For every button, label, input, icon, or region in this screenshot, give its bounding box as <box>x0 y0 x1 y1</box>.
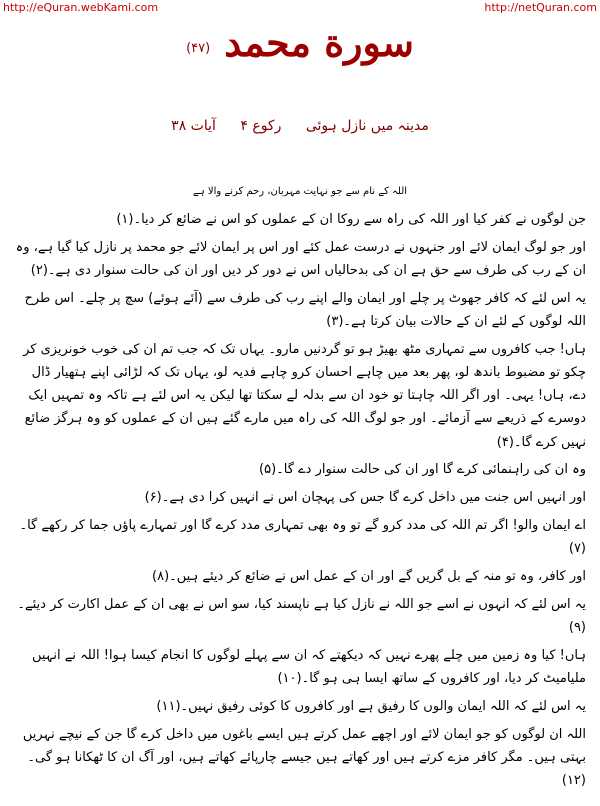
surah-title-block <box>0 16 600 68</box>
ruku-count: رکوع ۴ <box>240 118 282 134</box>
verse: یہ اس لئے کہ اللہ ایمان والوں کا رفیق ہے اور کافروں کا کوئی رفیق نہیں۔(۱۱) <box>156 698 586 714</box>
surah-title: سورة محمد <box>224 19 414 65</box>
verse: یہ اس لئے کہ انہوں نے اسے جو اللہ نے نازل کیا ہے ناپسند کیا، سو اس نے بھی ان کے عمل اکارت کر دیئے۔(۹) <box>17 596 586 635</box>
verse: یہ اس لئے کہ کافر جھوٹ پر چلے اور ایمان والے اپنے رب کی طرف سے (آئے ہوئے) سچ پر چلے۔ اس طرح اللہ لوگوں کے لئے ان کے حالات بیان کرتا ہے۔(۳) <box>24 290 586 329</box>
verse-list <box>14 208 586 797</box>
verse: اور جو لوگ ایمان لائے اور جنہوں نے درست عمل کئے اور اس پر ایمان لائے جو محمد پر نازل کیا گیا ہے، وہ ان کے رب کی طرف سے حق ہے ان کی بدحالیاں اس نے دور کر دیں اور ان کی حالت سنوار دی ہے۔(۲) <box>15 239 586 278</box>
verse: اور انہیں اس جنت میں داخل کرے گا جس کی پہچان اس نے انہیں کرا دی ہے۔(۶) <box>144 490 586 506</box>
equran-link[interactable]: http://eQuran.webKami.com <box>3 1 159 14</box>
ayat-count: آیات ۳۸ <box>171 118 216 134</box>
verse: جن لوگوں نے کفر کیا اور اللہ کی راہ سے روکا ان کے عملوں کو اس نے ضائع کر دیا۔(۱) <box>116 212 586 227</box>
verse: وہ ان کی راہنمائی کرے گا اور ان کی حالت سنوار دے گا۔(۵) <box>259 462 586 478</box>
netquran-link[interactable]: http://netQuran.com <box>484 1 597 14</box>
verse: اور کافر، وہ تو منہ کے بل گریں گے اور ان کے عمل اس نے ضائع کر دیئے ہیں۔(۸) <box>152 569 586 584</box>
verse: اے ایمان والو! اگر تم اللہ کی مدد کرو گے تو وہ بھی تمہاری مدد کرے گا اور تمہارے پاؤں جما کر رکھے گا۔(۷) <box>19 518 586 557</box>
bismillah: اللہ کے نام سے جو نہایت مہربان، رحم کرنے والا ہے <box>192 186 408 197</box>
surah-number: (۴۷) <box>186 40 211 56</box>
surah-info <box>0 118 600 134</box>
verse: اللہ ان لوگوں کو جو ایمان لائے اور اچھے عمل کرتے ہیں ایسے باغوں میں داخل کرے گا جن کے نیچے نہریں بہتی ہیں۔ مگر کافر مزے کرتے ہیں اور کھاتے ہیں جیسے چارپائے کھاتے ہیں، اور آگ ان کا ٹھکانا ہو گی۔(۱۲) <box>22 726 586 788</box>
verse: ہاں! کیا وہ زمین میں چلے پھرے نہیں کہ دیکھتے کہ ان سے پہلے لوگوں کا انجام کیسا ہوا! اللہ نے انہیں ملیامیٹ کر دیا، اور کافروں کے ساتھ ایسا ہی ہو گا۔(۱۰) <box>31 647 586 686</box>
verse: ہاں! جب کافروں سے تمہاری مٹھ بھیڑ ہو تو گردنیں مارو۔ یہاں تک کہ جب تم ان کی خوب خونریزی کر چکو تو مضبوط باندھ لو، پھر بعد میں چاہے احسان کرو چاہے فدیہ لو، یہاں تک کہ لڑائی اپنے ہتھیار ڈال دے، ہاں! یہی۔ اور اگر اللہ چاہتا تو خود ان سے بدلہ لے سکتا تھا لیکن یہ اس لئے ہے تاکہ وہ تمہیں ایک دوسرے کے ذریعے سے آزمائے۔ اور جو لوگ اللہ کی راہ میں مارے گئے ہیں ان کے عملوں کو وہ ہرگز ضائع نہیں کرے گا۔(۴) <box>23 341 586 450</box>
revelation-place: مدینہ میں نازل ہوئی <box>305 118 429 134</box>
